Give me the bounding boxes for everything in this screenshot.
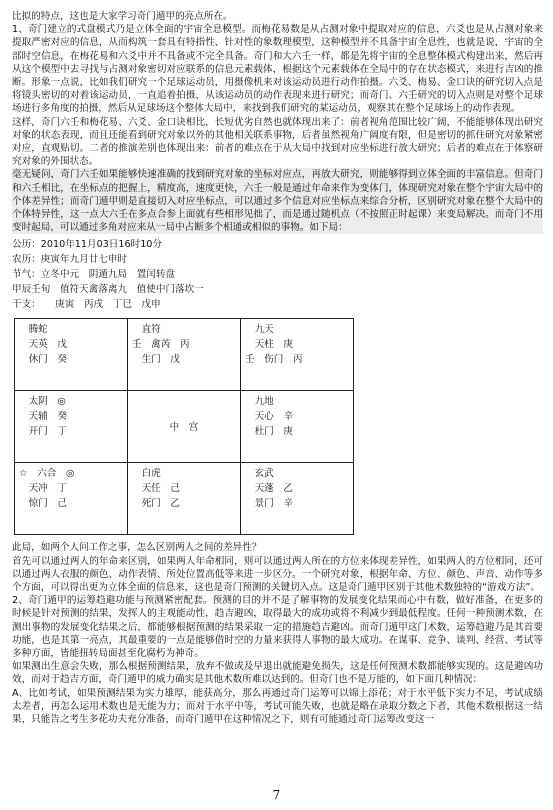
- palace-line: 壬 伤门 丙: [245, 354, 303, 366]
- ganzhi-line: 干支： 庚寅 丙戌 丁巳 戊申: [12, 299, 161, 311]
- palace-line: 天辅 癸: [19, 411, 67, 423]
- paragraph-5: 首先可以通过两人的年命来区别，如果两人年命相同，则可以通过两人所在的方位来体现差异性，如果两人的方位相同，还可以通过两人衣服的颜色、动作表情、所处位置高低等来进一步区分。一个研究对象，根据年命、方位、颜色、声音、动作等多个方面，可以得出更为立体全面的信息来，这也是奇门预测的关键切入点。这是奇门遁甲区别于其他术数独特的“游戏方法”。: [12, 555, 543, 594]
- palace-line: 天柱 庚: [245, 339, 293, 351]
- palace-line: 白虎: [132, 468, 161, 480]
- palace-line: 惊门 己: [19, 498, 67, 510]
- palace-line: 景门 辛: [245, 498, 293, 510]
- palace-line: 天英 戊: [19, 339, 67, 351]
- bottom-text: [12, 541, 543, 726]
- palace-r1c1: [15, 319, 128, 391]
- palace-line: 天任 己: [132, 483, 180, 495]
- palace-line: 九地: [245, 396, 274, 408]
- palace-line: 腾蛇: [19, 324, 48, 336]
- palace-line: 生门 戊: [132, 354, 180, 366]
- palace-r1c2: [128, 319, 241, 391]
- palace-center: [128, 391, 241, 463]
- paragraph-7: 如果测出生意会失败，那么根据预测结果，放弃不做或及早退出就能避免损失，这是任何预测术数都能够实现的。这是避凶功效，而对于趋吉方面，奇门遁甲的威力确实是其他术数所难以达到的。但奇门也不是万能的，如下面几种情况：: [12, 661, 543, 686]
- xunshou-line: 甲辰壬旬 值符天禽落离九 值使中门落坎一: [12, 284, 204, 296]
- palace-r2c1: [15, 391, 128, 463]
- palace-r3c1: [15, 463, 128, 535]
- qimen-grid: [14, 318, 354, 535]
- palace-line: 天心 辛: [245, 411, 293, 423]
- gongli-line: 公历：2010年11月03日16时10分: [12, 239, 162, 251]
- palace-line: 死门 乙: [132, 498, 180, 510]
- palace-r3c3: [241, 463, 354, 535]
- paragraph-3: 这样，奇门六壬和梅花易、六爻、金口诀相比，长短优劣自然也就体现出来了：前者视角范围比较广阔，不能能够体现出研究对象的状态表现，而且还能看到研究对象以外的其他相关联系事物，后者虽然视角广阔度有限，但是密切的抓住研究对象紧密对应，直观贴切。二者的推演差别也体现出来：前者的难点在于从大局中找到对应坐标进行放大研究；后者的难点在于体察研究对象的外围状态。: [12, 116, 543, 168]
- palace-line: ☆ 六合 ◎: [19, 468, 75, 480]
- page-number: 7: [272, 788, 281, 802]
- center-label: 中 宫: [169, 421, 199, 433]
- palace-line: 天蓬 乙: [245, 483, 293, 495]
- palace-line: 壬 禽芮 丙: [132, 339, 190, 351]
- paragraph-4: 毫无疑问，奇门六壬如果能够快速准确的找到研究对象的坐标对应点，再放大研究，则能够得到立体全面的丰富信息。但奇门和六壬相比，在坐标点的把握上，精度高，速度更快，六壬一般是通过年命来作为变体门，体现研究对象在整个宇宙大局中的个体差异性；而奇门遁甲则是直接切入对应坐标点，可以通过多个信息对应坐标点来综合分析，区别研究对象在整个大局中的个体特异性，这一点大六壬在多点合参上面就有些相形见拙了，而是通过随机点（不按照正时起课）来变局解决。而奇门不用变时起局，可以通过多角对应来从一局中占断多个相通或相似的事物。如下局：: [12, 169, 543, 234]
- palace-line: 天冲 丁: [19, 483, 67, 495]
- palace-line: 直符: [132, 324, 161, 336]
- paragraph-2: 1、奇门建立的式盘模式乃是立体全面的宇宙全息模型。而梅花易数是从占测对象中提取对应的信息，六爻也是从占测对象来提取严密对应的信息，从而构筑一套具有特指性、针对性的象数理模型，这种模型并不具备宇宙全息性，也就是说，宇宙的全部时空信息，在梅花易和六爻中并不具备或不完全具备。奇门和大六壬一样，都是先将宇宙的全息整体模式构建出来，然后再从这个模型中去寻找与占测对象密切对应联系的信息元素载体，根据这个元素载体在全局中的存在状态模式，来进行吉凶的推断。形象一点说，比如我们研究一个足球运动员，用摄像机来对该运动员进行动作拍摄。六爻、梅易、金口诀的研究切入点是将镜头密切的对着该运动员，一直追着拍摄，从该运动员的动作表现来进行研究；而奇门、六壬研究的切入点则是对整个足球场进行多角度的拍摄，然后从足球场这个整体大局中，来找到我们研究的某运动员，观察其在整个足球场上的动作表现。: [12, 24, 543, 115]
- palace-line: 九天: [245, 324, 274, 336]
- palace-r2c3: [241, 391, 354, 463]
- nongli-line: 农历：庚寅年九月廿七申时: [12, 254, 128, 266]
- palace-line: 开门 丁: [19, 426, 67, 438]
- jieqi-line: 节气：立冬中元 阴遁九局 置闰转盘: [12, 269, 176, 281]
- palace-r1c3: [241, 319, 354, 391]
- palace-line: 杜门 庚: [245, 426, 293, 438]
- qimen-chart: [14, 318, 354, 535]
- palace-line: 太阴 ◎: [19, 396, 66, 408]
- palace-r3c2: [128, 463, 241, 535]
- chart-meta: [12, 237, 543, 312]
- palace-line: 玄武: [245, 468, 274, 480]
- paragraph-1: 比拟的特点，这也是大家学习奇门遁甲的亮点所在。: [12, 11, 233, 22]
- question-line: 此局，如两个人问工作之事，怎么区别两人之间的差异性？: [12, 542, 262, 554]
- top-text: [12, 10, 543, 234]
- paragraph-6: 2、奇门遁甲的运筹趋避功能与预测紧密配套。预测的目的并不是了解事物的发展变化结果而心中有数，做好准备，在更多的时候是针对预测的结果，发挥人的主观能动性，趋吉避凶，取得最大的成功或将不利减少到最低程度。任何一种预测术数，在测出事物的发展变化结果之后，都能够根据预测的结果采取一定的措施趋吉避凶。而奇门遁甲这门术数，运筹趋避乃是其首要功能，也是其第一亮点，其最重要的一点是能够借时空的力量来获得人事物的最大成功。在谋事、竞争、谈判、经营、考试等多种方面，皆能扭转局面甚至化腐朽为神奇。: [12, 595, 543, 660]
- paragraph-8: A、比如考试，如果预测结果为实力雄厚，能获高分，那么再通过奇门运筹可以锦上添花；对于水平低下实力不足，考试成绩太差者，再怎么运用术数也是无能为力；而对于水平中等，考试可能失败，也就是略在录取分数之下者，其他术数根据这一结果，只能告之考生多花功夫充分准备，而奇门遁甲在这种情况之下，则有可能通过奇门运筹改变这一: [12, 687, 543, 726]
- palace-line: 休门 癸: [19, 354, 67, 366]
- page-body: [12, 10, 543, 726]
